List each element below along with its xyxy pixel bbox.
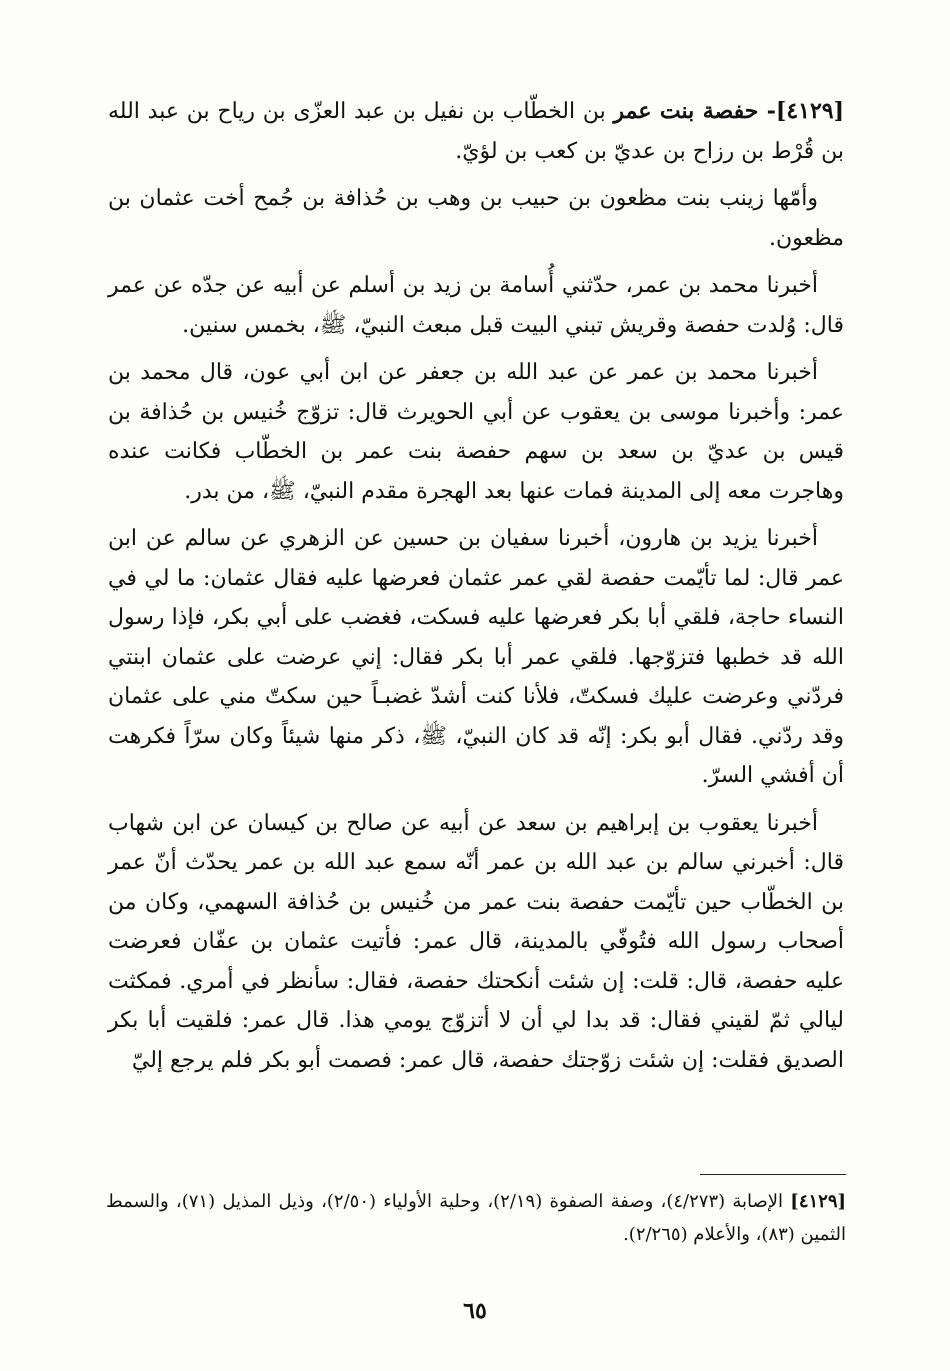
footnote: [106, 1185, 846, 1251]
entry-lineage: بن الخطّاب بن نفيل بن عبد العزّى بن رياح بن عبد الله بن قُرْط بن رزاح بن عديّ بن كعب بن لؤيّ.: [108, 99, 844, 164]
main-text: [108, 92, 844, 1088]
page-number: ٦٥: [463, 1298, 487, 1324]
entry-heading-paragraph: [108, 92, 844, 171]
paragraph-birth: أخبرنا محمد بن عمر، حدّثني أُسامة بن زيد بن أسلم عن أبيه عن جدّه عن عمر قال: وُلدت حفصة وقريش تبني البيت قبل مبعث النبيّ، ﷺ، بخمس سنين.: [108, 273, 844, 338]
paragraph-widowhood: أخبرنا يزيد بن هارون، أخبرنا سفيان بن حسين عن الزهري عن سالم عن ابن عمر قال: لما تأيّمت حفصة لقي عمر عثمان فعرضها عليه فقال عثمان: ما لي في النساء حاجة، فلقي أبا بكر فعرضها عليه فسكت، فغضب على أبي بكر، فإذا رسول الله قد خطبها فتزوّجها. فلقي عمر أبا بكر فقال: إني عرضت على عثمان ابنتي فردّني وعرضت عليك فسكتّ، فلأنا كنت أشدّ غضبـاً حين سكتّ مني على عثمان وقد ردّني. فقال أبو بكر: إنّه قد كان النبيّ، ﷺ، ذكر منها شيئاً وكان سرّاً فكرهت أن أفشي السرّ.: [108, 526, 844, 788]
footnote-sources: الإصابة (٤/٢٧٣)، وصفة الصفوة (٢/١٩)، وحلية الأولياء (٢/٥٠)، وذيل المذيل (٧١)، والسمط الثمين (٨٣)، والأعلام (٢/٢٦٥).: [106, 1191, 846, 1245]
entry-name: - حفصة بنت عمر: [613, 98, 776, 124]
footnote-reference: [٤١٢٩]: [790, 1191, 847, 1212]
paragraph-first-marriage: أخبرنا محمد بن عمر عن عبد الله بن جعفر عن ابن أبي عون، قال محمد بن عمر: وأخبرنا موسى بن يعقوب عن أبي الحويرث قال: تزوّج خُنيس بن حُذافة بن قيس بن عديّ بن سعد بن سهم حفصة بنت عمر بن الخطّاب فكانت عنده وهاجرت معه إلى المدينة فمات عنها بعد الهجرة مقدم النبيّ، ﷺ، من بدر.: [108, 360, 844, 504]
paragraph-proposal: أخبرنا يعقوب بن إبراهيم بن سعد عن أبيه عن صالح بن كيسان عن ابن شهاب قال: أخبرني سالم بن عبد الله بن عمر أنّه سمع عبد الله بن عمر يحدّث أنّ عمر بن الخطّاب حين تأيّمت حفصة بنت عمر من خُنيس بن حُذافة السهمي، وكان من أصحاب رسول الله فتُوفّي بالمدينة، قال عمر: فأتيت عثمان بن عفّان فعرضت عليه حفصة، قال: قلت: إن شئت أنكحتك حفصة، فقال: سأنظر في أمري. فمكثت ليالي ثمّ لقيني فقال: قد بدا لي أن لا أتزوّج يومي هذا. قال عمر: فلقيت أبا بكر الصديق فقلت: إن شئت زوّجتك حفصة، قال عمر: فصمت أبو بكر فلم يرجع إليّ: [108, 810, 844, 1073]
paragraph-mother: وأمّها زينب بنت مظعون بن حبيب بن وهب بن حُذافة بن جُمح أخت عثمان بن مظعون.: [108, 186, 844, 251]
entry-reference-number: [٤١٢٩]: [775, 98, 844, 124]
footnote-separator: [700, 1174, 846, 1175]
